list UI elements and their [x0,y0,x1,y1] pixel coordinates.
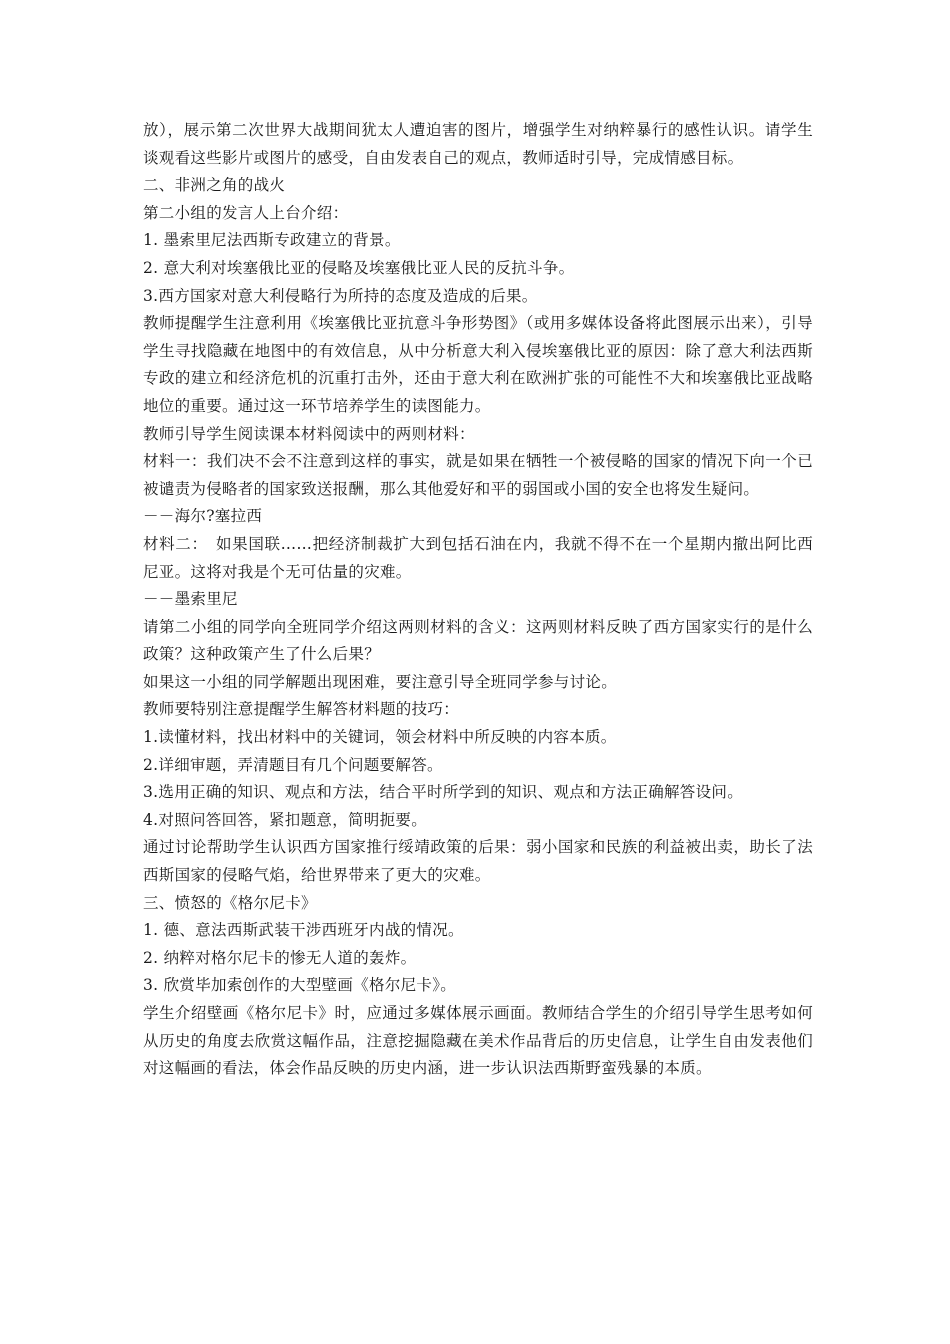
paragraph: 通过讨论帮助学生认识西方国家推行绥靖政策的后果：弱小国家和民族的利益被出卖，助长了法西斯国家的侵略气焰，给世界带来了更大的灾难。 [143,838,813,885]
paragraph: 教师提醒学生注意利用《埃塞俄比亚抗意斗争形势图》（或用多媒体设备将此图展示出来），引导学生寻找隐藏在地图中的有效信息，从中分析意大利入侵埃塞俄比亚的原因：除了意大利法西斯专政的建立和经济危机的沉重打击外，还由于意大利在欧洲扩张的可能性不大和埃塞俄比亚战略地位的重要。通过这一环节培养学生的读图能力。 [143,314,813,415]
paragraph: 学生介绍壁画《格尔尼卡》时，应通过多媒体展示画面。教师结合学生的介绍引导学生思考如何从历史的角度去欣赏这幅作品，注意挖掘隐藏在美术作品背后的历史信息，让学生自由发表他们对这幅画的看法，体会作品反映的历史内涵，进一步认识法西斯野蛮残暴的本质。 [143,1004,813,1078]
list-item: 2. 意大利对埃塞俄比亚的侵略及埃塞俄比亚人民的反抗斗争。 [143,258,575,277]
list-item: 4.对照问答回答，紧扣题意，简明扼要。 [143,810,427,829]
paragraph: 教师要特别注意提醒学生解答材料题的技巧： [143,700,460,719]
list-item: 1.读懂材料，找出材料中的关键词，领会材料中所反映的内容本质。 [143,728,617,747]
paragraph-intro-continued: 放），展示第二次世界大战期间犹太人遭迫害的图片，增强学生对纳粹暴行的感性认识。请学生谈观看这些影片或图片的感受，自由发表自己的观点，教师适时引导，完成情感目标。 [143,121,813,167]
paragraph: 教师引导学生阅读课本材料阅读中的两则材料： [143,424,475,443]
paragraph: 第二小组的发言人上台介绍： [143,203,349,222]
material-quote: 材料二： 如果国联……把经济制裁扩大到包括石油在内，我就不得不在一个星期内撤出阿比西尼亚。这将对我是个无可估量的灾难。 [143,534,813,581]
paragraph: 如果这一小组的同学解题出现困难，要注意引导全班同学参与讨论。 [143,672,618,691]
list-item: 3. 欣赏毕加索创作的大型壁画《格尔尼卡》。 [143,976,457,995]
list-item: 1. 墨索里尼法西斯专政建立的背景。 [143,231,401,250]
material-quote: 材料一：我们决不会不注意到这样的事实，就是如果在牺牲一个被侵略的国家的情况下向一个已被谴责为侵略者的国家致送报酬，那么其他爱好和平的弱国或小国的安全也将发生疑问。 [143,452,813,498]
quote-attribution: －－墨索里尼 [143,590,238,609]
section-heading-3: 三、愤怒的《格尔尼卡》 [143,893,317,912]
list-item: 2.详细审题，弄清题目有几个问题要解答。 [143,755,443,774]
list-item: 2. 纳粹对格尔尼卡的惨无人道的轰炸。 [143,948,417,967]
quote-attribution: －－海尔?塞拉西 [143,507,263,526]
document-body [143,117,813,1083]
paragraph: 请第二小组的同学向全班同学介绍这两则材料的含义：这两则材料反映了西方国家实行的是什么政策？这种政策产生了什么后果？ [143,617,813,664]
list-item: 1. 德、意法西斯武装干涉西班牙内战的情况。 [143,921,464,940]
list-item: 3.选用正确的知识、观点和方法，结合平时所学到的知识、观点和方法正确解答设问。 [143,783,743,802]
section-heading-2: 二、非洲之角的战火 [143,176,286,195]
list-item: 3.西方国家对意大利侵略行为所持的态度及造成的后果。 [143,286,538,305]
